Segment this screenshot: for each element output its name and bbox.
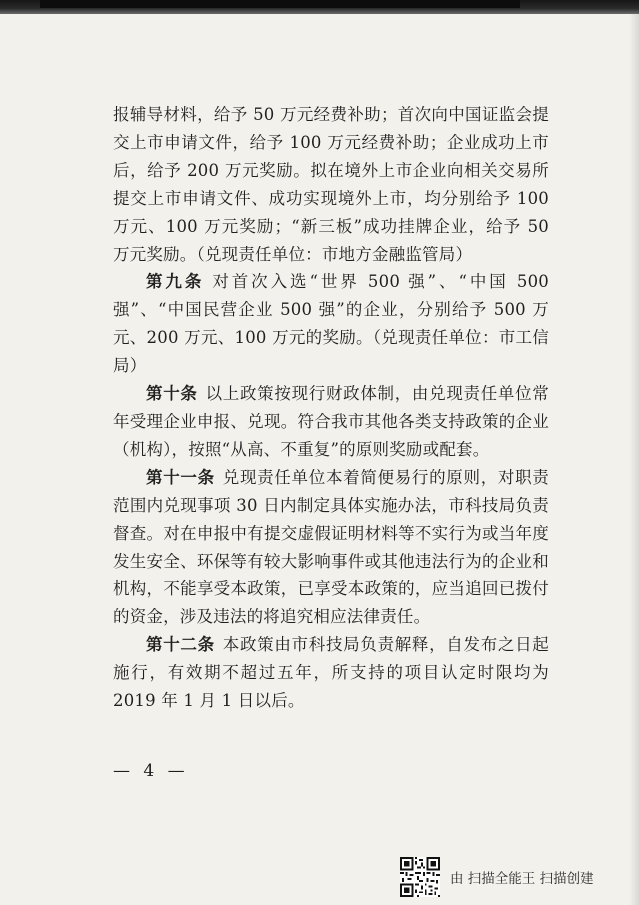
article-heading: 第九条 [146,272,205,292]
article-heading: 第十一条 [146,467,215,487]
scanner-watermark [400,855,594,899]
scan-top-edge [0,0,639,14]
article-heading: 第十二条 [146,635,215,655]
article-10 [113,380,549,464]
qr-code-icon [400,857,440,897]
article-text: 兑现责任单位本着简便易行的原则，对职责范围内兑现事项 30 日内制定具体实施办法，市科技局负责督查。对在申报中有提交虚假证明材料等不实行为或当年度发生安全、环保等有较大影响事件或其他违法行为的企业和机构，不能享受本政策，已享受本政策的，应当追回已拨付的资金，涉及违法的将追究相应法律责任。 [113,467,549,627]
article-text: 对首次入选“世界 500 强”、“中国 500 强”、“中国民营企业 500 强”的企业，分别给予 500 万元、200 万元、100 万元的奖励。（兑现责任单位：市工信局） [113,272,549,376]
document-body [113,101,549,715]
article-11 [113,464,549,631]
scan-top-edge-dark [40,0,520,8]
scan-right-shadow [629,14,639,905]
article-9 [113,268,549,380]
scanner-credit-text: 由 扫描全能王 扫描创建 [450,871,594,887]
article-text: 以上政策按现行财政体制，由兑现责任单位常年受理企业申报、兑现。符合我市其他各类支持政策的企业（机构），按照“从高、不重复”的原则奖励或配套。 [113,384,549,459]
article-12 [113,631,549,715]
paragraph-continuation [113,101,549,268]
article-heading: 第十条 [146,384,198,404]
page-number: — 4 — [113,761,189,781]
article-text: 本政策由市科技局负责解释，自发布之日起施行，有效期不超过五年，所支持的项目认定时限均为 2019 年 1 月 1 日以后。 [113,635,549,711]
paragraph-text: 报辅导材料，给予 50 万元经费补助；首次向中国证监会提交上市申请文件，给予 100 万元经费补助；企业成功上市后，给予 200 万元奖励。拟在境外上市企业向相关交易所提交上市申请文件、成功实现境外上市，均分别给予 100 万元、100 万元奖励；“新三板”成功挂牌企业，给予 50 万元奖励。（兑现责任单位：市地方金融监管局） [113,105,549,264]
